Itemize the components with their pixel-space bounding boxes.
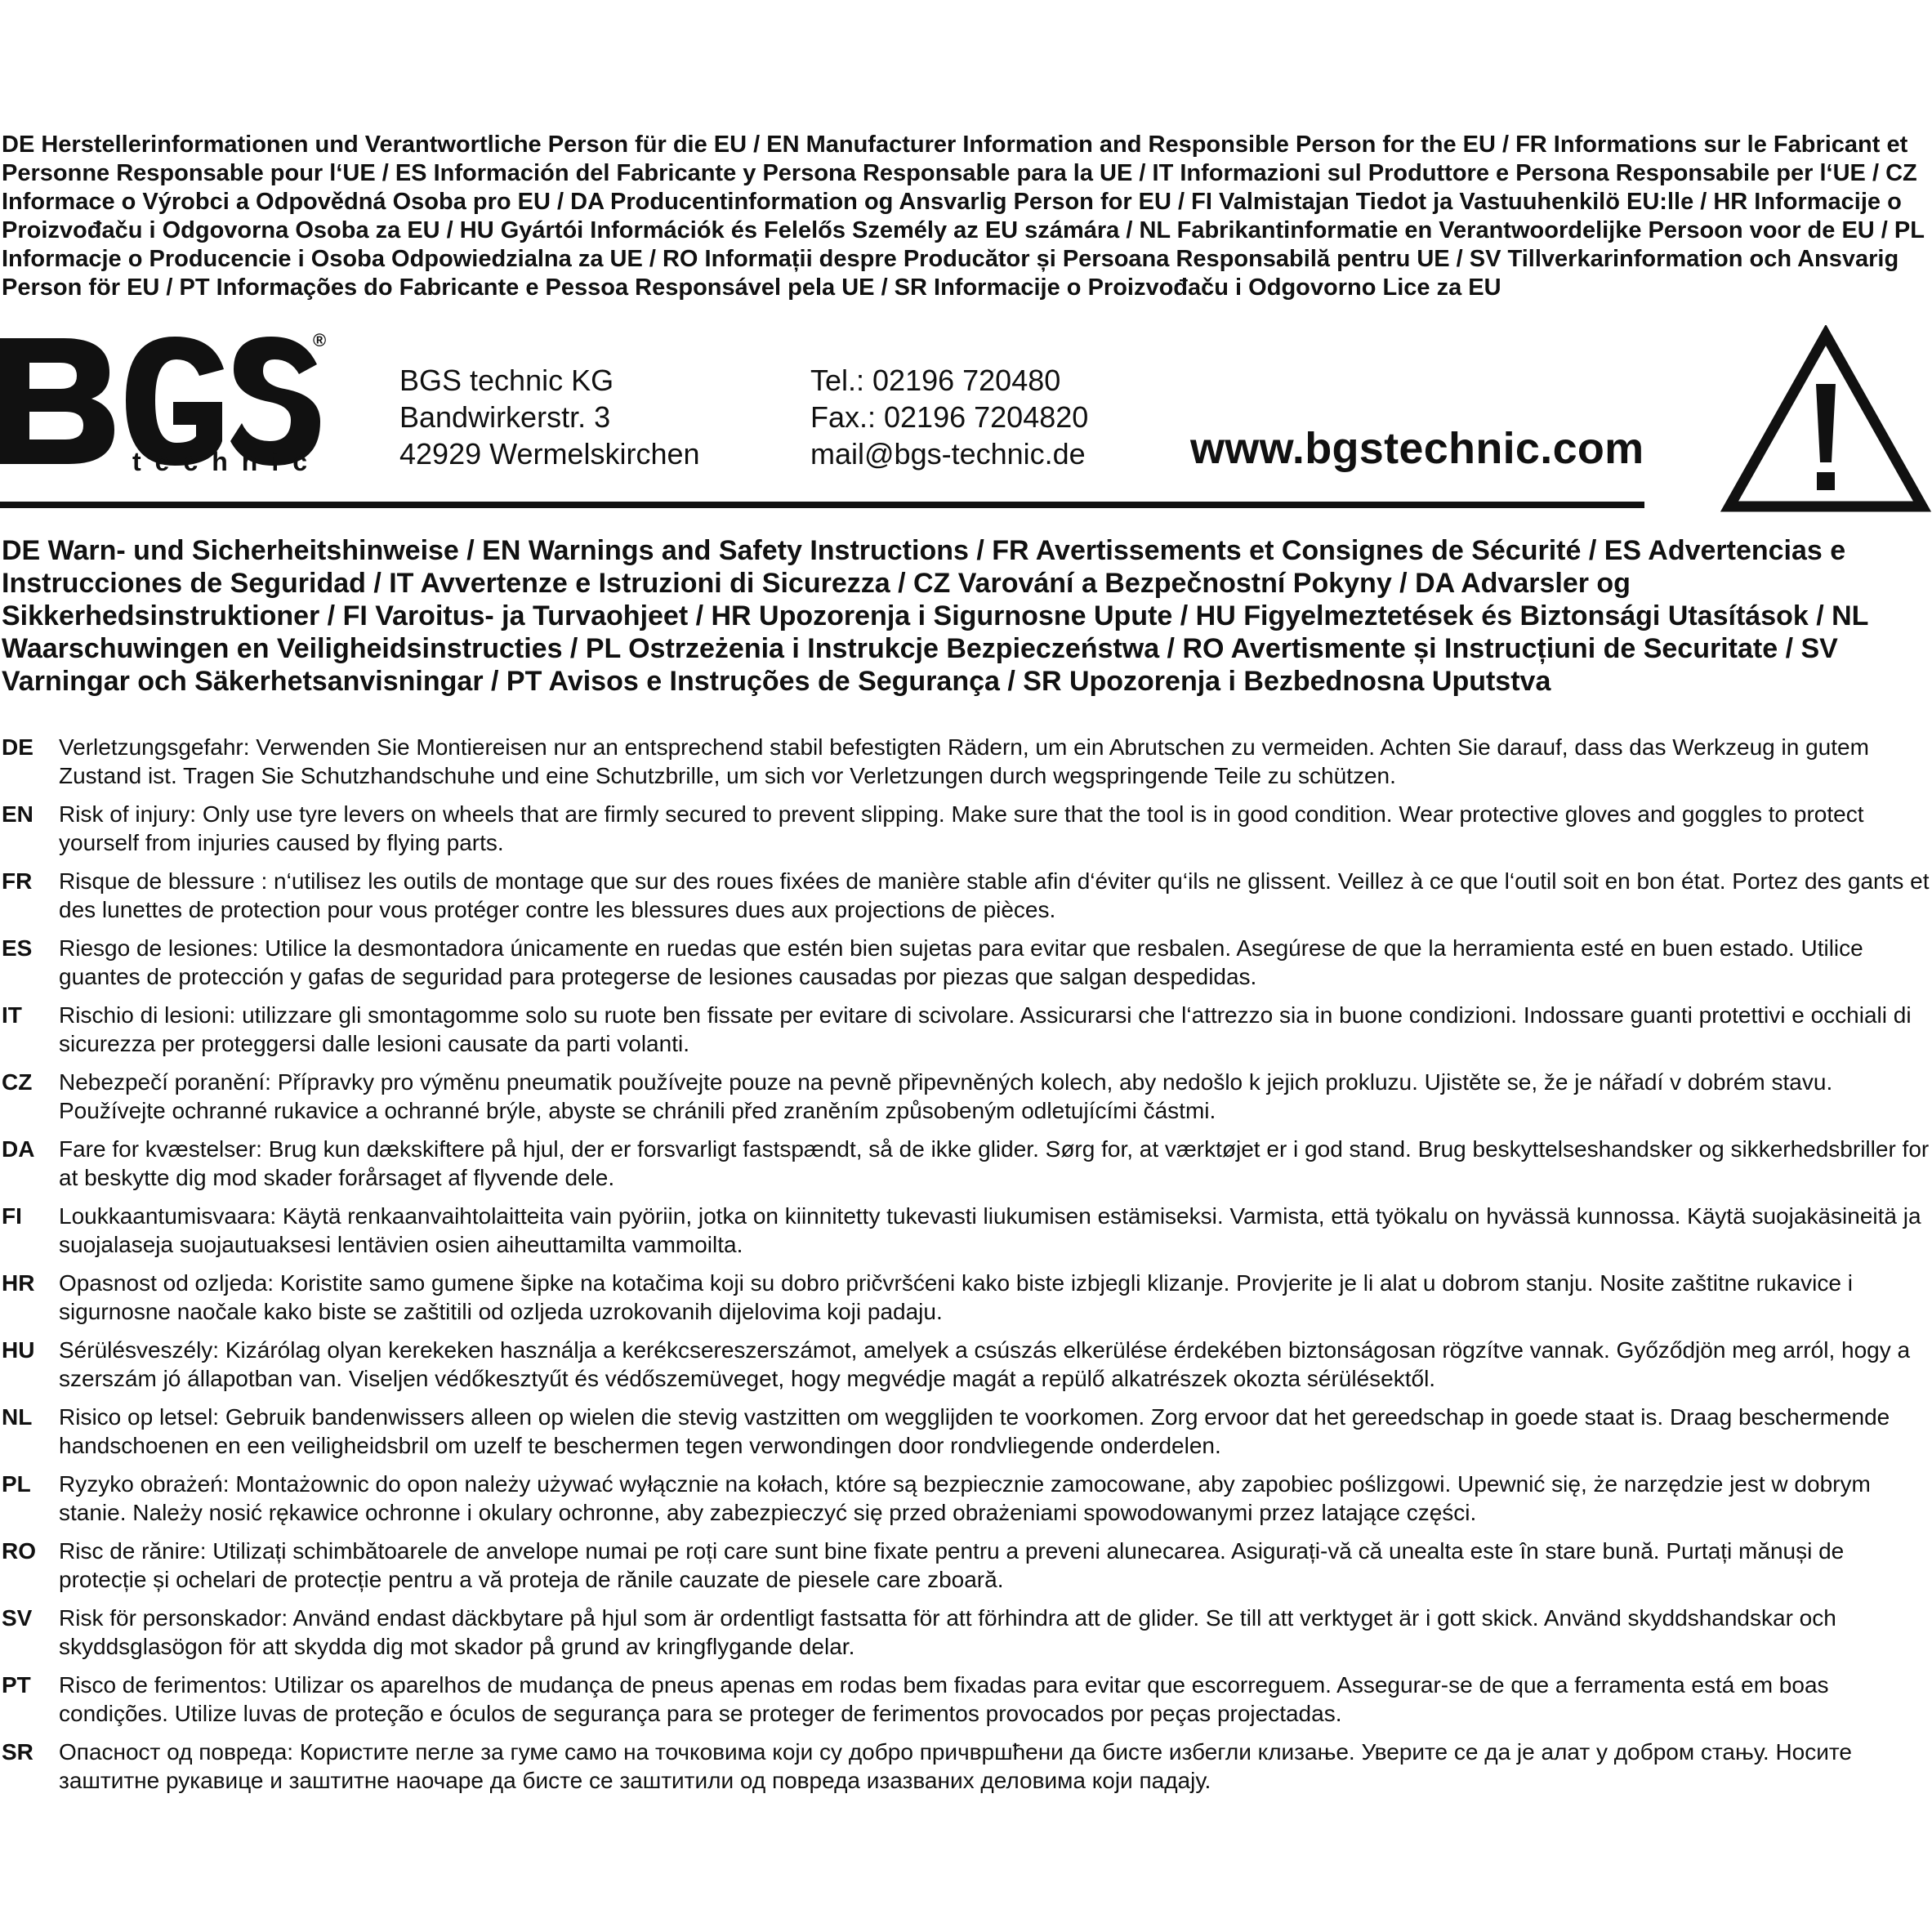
warning-text: Nebezpečí poranění: Přípravky pro výměnu pneumatik používejte pouze na pevně připevněných kolech, aby nedošlo k jejich prokluzu. Ujistěte se, že je nářadí v dobrém stavu. Používejte ochranné rukavice a ochranné brýle, abyste se chránili před zraněním způsobeným odletujícími částmi. bbox=[59, 1069, 1833, 1123]
warning-text: Riesgo de lesiones: Utilice la desmontadora únicamente en ruedas que estén bien sujetas para evitar que resbalen. Asegúrese de que la herramienta esté en buen estado. Utilice guantes de protección y gafas de seguridad para protegerse de lesiones causadas por piezas que salgan despedidas. bbox=[59, 935, 1863, 989]
warning-item-it bbox=[0, 1001, 1930, 1068]
contact-fax: Fax.: 02196 7204820 bbox=[810, 400, 1089, 434]
company-address bbox=[399, 362, 700, 472]
warning-text: Rischio di lesioni: utilizzare gli smontagomme solo su ruote ben fissate per evitare di scivolare. Assicurarsi che l‘attrezzo sia in buone condizioni. Indossare guanti protettivi e occhiali di sicurezza per proteggersi dalle lesioni causate da parti volanti. bbox=[59, 1002, 1912, 1056]
warning-text: Risico op letsel: Gebruik bandenwissers alleen op wielen die stevig vastzitten om wegglijden te voorkomen. Zorg ervoor dat het gereedschap in goede staat is. Draag beschermende handschoenen en een veiligheidsbril om uzelf te beschermen tegen verwondingen door rondvliegende onderdelen. bbox=[59, 1404, 1890, 1458]
warning-text: Risco de ferimentos: Utilizar os aparelhos de mudança de pneus apenas em rodas bem fixadas para evitar que escorreguem. Assegurar-se de que a ferramenta está em boas condições. Utilize luvas de proteção e óculos de segurança para se proteger de ferimentos provocados por peças projectadas. bbox=[59, 1672, 1829, 1726]
language-code: FI bbox=[2, 1203, 22, 1229]
bgs-logo bbox=[0, 327, 327, 474]
warning-text: Ryzyko obrażeń: Montażownic do opon należy używać wyłącznie na kołach, które są bezpiecznie zamocowane, aby zapobiec poślizgowi. Upewnić się, że narzędzie jest w dobrym stanie. Należy nosić rękawice ochronne i okulary ochronne, aby zabezpieczyć się przed obrażeniami spowodowanymi przez latające części. bbox=[59, 1471, 1871, 1525]
company-city: 42929 Wermelskirchen bbox=[399, 437, 700, 471]
warning-item-cz bbox=[0, 1068, 1930, 1135]
language-code: SV bbox=[2, 1605, 33, 1631]
warning-item-de bbox=[0, 733, 1930, 800]
contact-tel: Tel.: 02196 720480 bbox=[810, 364, 1061, 397]
language-code: EN bbox=[2, 801, 33, 827]
language-code: NL bbox=[2, 1404, 33, 1430]
header-divider bbox=[0, 502, 1644, 508]
warning-text: Risk för personskador: Använd endast däckbytare på hjul som är ordentligt fastsatta för att förhindra att de glider. Se till att verktyget är i gott skick. Använd skyddshandskar och skyddsglasögon för att skydda dig mot skador på grund av kringflygande delar. bbox=[59, 1605, 1836, 1659]
warning-text: Sérülésveszély: Kizárólag olyan kerekeken használja a kerékcsereszerszámot, amelyek a csúszás elkerülése érdekében biztonságosan rögzítve vannak. Győződjön meg arról, hogy a szerszám jó állapotban van. Viseljen védőkesztyűt és védőszemüveget, hogy megvédje magát a repülő alkatrészek okozta sérülésektől. bbox=[59, 1337, 1911, 1391]
warning-item-da bbox=[0, 1135, 1930, 1202]
language-code: DA bbox=[2, 1136, 35, 1162]
warning-text: Risk of injury: Only use tyre levers on wheels that are firmly secured to prevent slipping. Make sure that the tool is in good condition. Wear protective gloves and goggles to protect yourself from injuries caused by flying parts. bbox=[59, 801, 1864, 855]
language-code: SR bbox=[2, 1739, 33, 1765]
warning-item-sr bbox=[0, 1738, 1930, 1805]
language-code: CZ bbox=[2, 1069, 33, 1095]
company-contact bbox=[810, 362, 1088, 472]
logo-technic-text: technic bbox=[132, 447, 322, 474]
warning-item-hr bbox=[0, 1269, 1930, 1336]
warning-item-pl bbox=[0, 1470, 1930, 1537]
warning-item-fr bbox=[0, 867, 1930, 934]
language-code: HR bbox=[2, 1270, 35, 1296]
warning-item-ro bbox=[0, 1537, 1930, 1604]
language-code: ES bbox=[2, 935, 33, 961]
warning-text: Risque de blessure : n‘utilisez les outils de montage que sur des roues fixées de manière stable afin d‘éviter qu‘ils ne glissent. Veillez à ce que l‘outil soit en bon état. Portez des gants et des lunettes de protection pour vous protéger contre les blessures dues aux projections de pièces. bbox=[59, 868, 1930, 922]
language-code: PT bbox=[2, 1672, 31, 1698]
warning-item-fi bbox=[0, 1202, 1930, 1269]
website-link[interactable]: www.bgstechnic.com bbox=[1190, 424, 1644, 473]
warning-item-es bbox=[0, 934, 1930, 1001]
warning-text: Opasnost od ozljeda: Koristite samo gumene šipke na kotačima koji su dobro pričvršćeni kako biste izbjegli klizanje. Provjerite je li alat u dobrom stanju. Nosite zaštitne rukavice i sigurnosne naočale kako biste se zaštitili od ozljeda uzrokovanih dijelovima koji padaju. bbox=[59, 1270, 1853, 1324]
warning-text: Verletzungsgefahr: Verwenden Sie Montiereisen nur an entsprechend stabil befestigten Rädern, um ein Abrutschen zu vermeiden. Achten Sie darauf, dass das Werkzeug in gutem Zustand ist. Tragen Sie Schutzhandschuhe und eine Schutzbrille, um sich vor Verletzungen durch wegspringende Teile zu schützen. bbox=[59, 734, 1869, 788]
language-code: FR bbox=[2, 868, 33, 894]
logo-registered-mark: ® bbox=[313, 330, 327, 350]
warnings-header: DE Warn- und Sicherheitshinweise / EN Warnings and Safety Instructions / FR Avertissements et Consignes de Sécurité / ES Advertencias e Instrucciones de Seguridad / IT Avvertenze e Istruzioni di Sicurezza / CZ Varování a Bezpečnostní Pokyny / DA Advarsler og Sikkerhedsinstruktioner / FI Varoitus- ja Turvaohjeet / HR Upozorenja i Sigurnosne Upute / HU Figyelmeztetések és Biztonsági Utasítások / NL Waarschuwingen en Veiligheidsinstructies / PL Ostrzeżenia i Instrukcje Bezpieczeństwa / RO Avertismente și Instrucțiuni de Securitate / SV Varningar och Säkerhetsanvisningar / PT Avisos e Instruções de Segurança / SR Upozorenja i Bezbednosna Uputstva bbox=[2, 535, 1868, 697]
language-code: DE bbox=[2, 734, 33, 760]
warning-item-hu bbox=[0, 1336, 1930, 1403]
warning-text: Risc de rănire: Utilizați schimbătoarele de anvelope numai pe roți care sunt bine fixate pentru a preveni alunecarea. Asigurați-vă că unealta este în stare bună. Purtați mănuși de protecție și ochelari de protecție pentru a vă proteja de rănile cauzate de piesele care zboară. bbox=[59, 1538, 1845, 1592]
warning-item-en bbox=[0, 800, 1930, 867]
company-street: Bandwirkerstr. 3 bbox=[399, 400, 611, 434]
manufacturer-info-header: DE Herstellerinformationen und Verantwortliche Person für die EU / EN Manufacturer Information and Responsible Person for the EU / FR Informations sur le Fabricant et Personne Responsable pour l‘UE / ES Información del Fabricante y Persona Responsable para la UE / IT Informazioni sul Produttore e Persona Responsabile per l‘UE / CZ Informace o Výrobci a Odpovědná Osoba pro EU / DA Producentinformation og Ansvarlig Person for EU / FI Valmistajan Tiedot ja Vastuuhenkilö EU:lle / HR Informacije o Proizvođaču i Odgovorna Osoba za EU / HU Gyártói Információk és Felelős Személy az EU számára / NL Fabrikantinformatie en Verantwoordelijke Persoon voor de EU / PL Informacje o Producencie i Osoba Odpowiedzialna za UE / RO Informații despre Producător și Persoana Responsabilă pentru UE / SV Tillverkarinformation och Ansvarig Person för EU / PT Informações do Fabricante e Pessoa Responsável pela UE / SR Informacije o Proizvođaču i Odgovorno Lice za EU bbox=[2, 132, 1925, 301]
warning-text: Опасност од повреда: Користите пегле за гуме само на точковима који су добро причвршћени да бисте избегли клизање. Уверите се да је алат у добром стању. Носите заштитне рукавице и заштитне наочаре да бисте се заштитили од повреда изазваних деловима који падају. bbox=[59, 1739, 1852, 1793]
warning-item-sv bbox=[0, 1604, 1930, 1671]
company-name: BGS technic KG bbox=[399, 364, 614, 397]
language-code: RO bbox=[2, 1538, 36, 1564]
contact-mail[interactable]: mail@bgs-technic.de bbox=[810, 437, 1086, 471]
language-code: IT bbox=[2, 1002, 22, 1028]
warning-text: Loukkaantumisvaara: Käytä renkaanvaihtolaitteita vain pyöriin, jotka on kiinnitetty tukevasti liukumisen estämiseksi. Varmista, että työkalu on hyvässä kunnossa. Käytä suojakäsineitä ja suojalaseja suojautuaksesi lentävien osien aiheuttamilta vammoilta. bbox=[59, 1203, 1921, 1257]
warning-triangle-icon bbox=[1720, 325, 1932, 515]
language-code: PL bbox=[2, 1471, 31, 1497]
warning-text: Fare for kvæstelser: Brug kun dækskiftere på hjul, der er forsvarligt fastspændt, så de ikke glider. Sørg for, at værktøjet er i god stand. Brug beskyttelseshandsker og sikkerhedsbriller for at beskytte dig mod skader forårsaget af flyvende dele. bbox=[59, 1136, 1930, 1190]
warnings-list bbox=[0, 733, 1930, 1805]
warning-item-pt bbox=[0, 1671, 1930, 1738]
language-code: HU bbox=[2, 1337, 35, 1363]
warning-item-nl bbox=[0, 1403, 1930, 1470]
